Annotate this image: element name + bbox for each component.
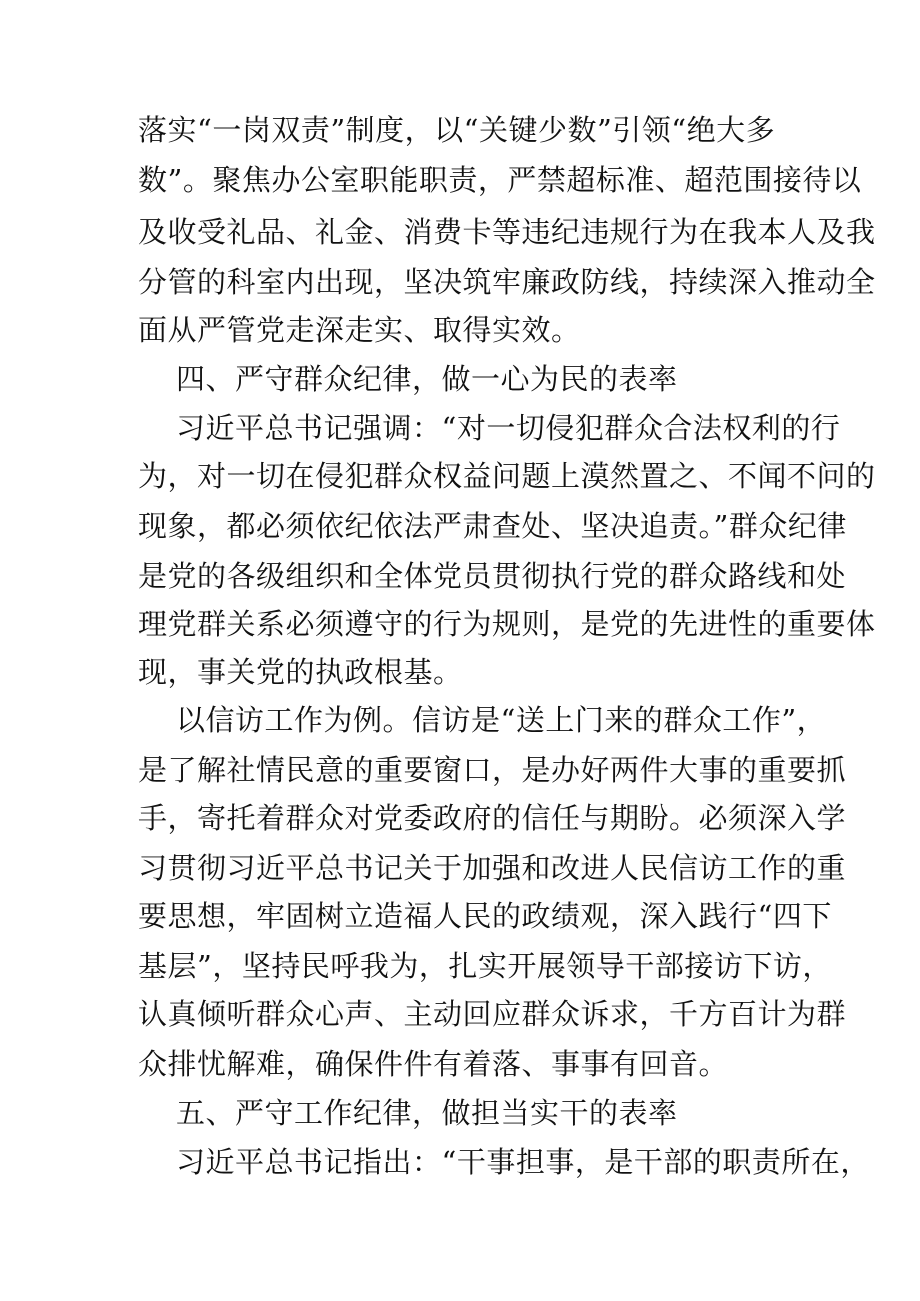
- body-text-line: 众排忧解难，确保件件有着落、事事有回音。: [138, 1047, 729, 1081]
- body-text-line: 为，对一切在侵犯群众权益问题上漠然置之、不闻不问的: [138, 459, 876, 493]
- body-text-line: 落实“一岗双责”制度，以“关键少数”引领“绝大多: [138, 113, 776, 147]
- body-text-line: 是了解社情民意的重要窗口，是办好两件大事的重要抓: [138, 753, 847, 787]
- body-text-line: 数”。聚焦办公室职能职责，严禁超标准、超范围接待以: [138, 163, 862, 197]
- paragraph-first-line: 以信访工作为例。信访是“送上门来的群众工作”，: [176, 703, 827, 737]
- paragraph-first-line: 习近平总书记强调：“对一切侵犯群众合法权利的行: [176, 411, 841, 445]
- body-text-line: 认真倾听群众心声、主动回应群众诉求，千方百计为群: [138, 997, 847, 1031]
- body-text-line: 要思想，牢固树立造福人民的政绩观，深入践行“四下: [138, 899, 832, 933]
- body-text-line: 理党群关系必须遵守的行为规则，是党的先进性的重要体: [138, 607, 876, 641]
- body-text-line: 手，寄托着群众对党委政府的信任与期盼。必须深入学: [138, 801, 847, 835]
- body-text-line: 现，事关党的执政根基。: [138, 655, 463, 689]
- section-heading-5: 五、严守工作纪律，做担当实干的表率: [176, 1096, 678, 1130]
- body-text-line: 是党的各级组织和全体党员贯彻执行党的群众路线和处: [138, 559, 847, 593]
- body-text-line: 分管的科室内出现，坚决筑牢廉政防线，持续深入推动全: [138, 265, 876, 299]
- paragraph-first-line: 习近平总书记指出：“干事担事，是干部的职责所在，: [176, 1145, 870, 1179]
- body-text-line: 习贯彻习近平总书记关于加强和改进人民信访工作的重: [138, 851, 847, 885]
- body-text-line: 基层”，坚持民呼我为，扎实开展领导干部接访下访，: [138, 949, 832, 983]
- body-text-line: 面从严管党走深走实、取得实效。: [138, 313, 581, 347]
- section-heading-4: 四、严守群众纪律，做一心为民的表率: [176, 362, 678, 396]
- body-text-line: 现象，都必须依纪依法严肃查处、坚决追责。”群众纪律: [138, 509, 847, 543]
- body-text-line: 及收受礼品、礼金、消费卡等违纪违规行为在我本人及我: [138, 215, 876, 249]
